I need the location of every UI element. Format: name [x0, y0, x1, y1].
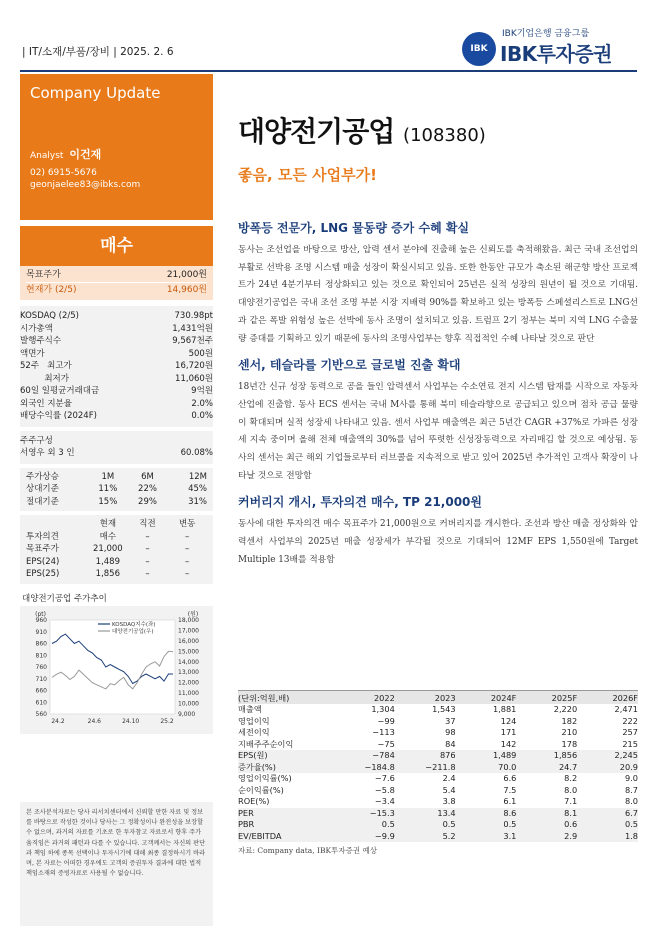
fin-head-cell: 2026F: [612, 693, 638, 703]
fin-cell: 37: [445, 715, 456, 726]
y-right-tick: 15,000: [178, 647, 199, 655]
y-right-tick: 16,000: [178, 637, 199, 645]
stock-stats: [20, 306, 213, 427]
fin-source: 자료: Company data, IBK투자증권 예상: [238, 846, 377, 855]
perf-cell: 31%: [188, 496, 207, 507]
stat-value: 500원: [188, 348, 213, 359]
analyst-phone: 02) 6915-5676: [30, 168, 97, 178]
x-tick: 24.6: [87, 717, 102, 725]
fin-cell: 210: [561, 727, 578, 737]
y-right-tick: 10,000: [178, 700, 199, 708]
fin-cell: 0.5: [381, 819, 395, 829]
fin-row: [238, 808, 638, 820]
fin-cell: 1,856: [553, 750, 578, 760]
opinion-head-cell: 현재: [99, 519, 117, 529]
y-left-tick: 560: [35, 710, 47, 718]
stat-value: 11,060원: [175, 373, 213, 384]
section-title: 커버리지 개시, 투자의견 매수, TP 21,000원: [238, 495, 482, 510]
fin-cell: −184.8: [364, 761, 395, 772]
fin-cell: 2.9: [564, 830, 578, 841]
target-price-box: 목표주가 21,000원 현재가 (2/5) 14,960원: [20, 266, 213, 300]
stat-row: [20, 335, 213, 348]
fin-cell: 6.6: [503, 773, 517, 783]
opinion-cell: 1,489: [95, 556, 120, 567]
fin-cell: 3.1: [503, 830, 517, 841]
fin-cell: 7.1: [564, 796, 578, 806]
ibk-logo-icon: IBK: [462, 32, 496, 66]
fin-cell: 순이익률(%): [238, 784, 284, 795]
y-right-tick: 13,000: [178, 668, 199, 676]
perf-cell: 29%: [138, 496, 157, 507]
fin-cell: 1,881: [492, 704, 517, 714]
fin-cell: 8.1: [564, 807, 578, 818]
fin-cell: 영업이익: [238, 715, 270, 726]
perf-header: [20, 471, 213, 484]
target-price: 21,000원: [166, 270, 207, 280]
y-right-tick: 14,000: [178, 658, 199, 666]
fin-cell: 215: [622, 738, 638, 749]
opinion-cell: 투자의견: [26, 531, 59, 542]
fin-cell: 24.7: [558, 761, 578, 772]
perf-cell: 11%: [98, 484, 118, 494]
fin-cell: 222: [622, 715, 638, 726]
y-left-tick: 810: [35, 651, 47, 659]
fin-cell: 8.7: [624, 784, 638, 795]
stat-value: 16,720원: [175, 361, 213, 371]
fin-cell: 8.2: [564, 773, 578, 783]
section-title: 방폭등 전문가, LNG 물동량 증가 수혜 확실: [238, 221, 470, 235]
fin-row: [238, 750, 638, 762]
y-left-tick: 660: [35, 687, 47, 694]
y-left-tick: 910: [35, 628, 47, 636]
fin-cell: 세전이익: [238, 727, 270, 737]
top-divider: [20, 70, 637, 72]
stat-label: 배당수익률 (2024F): [20, 411, 97, 421]
section-body: 18년간 신규 성장 동력으로 공을 들인 압력센서 사업부는 수소연료 전지 시스템 탑재를 시작으로 자동차 산업에 진출함. 동사 ECS 센서는 국내 M사를 통해 북미 테슬라향으로 공급되고 있으며 점차 공급 물량이 확대되며 실적 성장세 나타내고 있음. 센서 사업부 매출액은 최근 5년간 CAGR +37%로 가파른 성장세 지속 중이며 올해 전체 매출액의 30%를 넘어 뚜렷한 신성장동력으로 자리매김 할 것으로 예상됨. 동사의 센서는 최근 해외 기업들로부터 러브콜을 지속적으로 받고 있어 2025년 추가적인 고객사 확장이 나타날 것으로 전망함: [238, 382, 638, 481]
fin-cell: 20.9: [619, 761, 638, 772]
fin-cell: EPS(원): [238, 750, 268, 760]
opinion-cell: –: [185, 544, 190, 554]
y-right-tick: 12,000: [178, 679, 199, 687]
price-performance: [20, 468, 213, 512]
y-right-tick: 17,000: [178, 626, 199, 634]
section-body: 동사에 대한 투자의견 매수 목표주가 21,000원으로 커버리지를 개시한다. 조선과 방산 매출 정상화와 압력센서 사업부의 2025년 매출 성장세가 부각될 것으로 기대되어 12MF EPS 1,550원에 Target Multiple 13배를 적용함: [238, 519, 638, 565]
fin-header: [238, 690, 638, 704]
legend-label: 대양전기공업(우): [112, 628, 154, 635]
perf-head-cell: 1M: [101, 471, 115, 482]
sections: [238, 219, 638, 570]
fin-row: [238, 762, 638, 774]
stat-row: [20, 348, 213, 361]
stat-value: 730.98pt: [174, 311, 213, 321]
opinion-cell: –: [185, 569, 190, 579]
fin-cell: 0.6: [564, 819, 578, 829]
fin-cell: 매출액: [238, 704, 262, 714]
stat-row: [20, 323, 213, 336]
fin-cell: 9.0: [624, 773, 638, 783]
fin-cell: −211.8: [425, 761, 456, 772]
stat-label: KOSDAQ (2/5): [20, 311, 79, 321]
opinion-cell: EPS(24): [26, 556, 60, 567]
x-tick: 25.2: [160, 717, 174, 725]
sector-date: | IT/소재/부품/장비 | 2025. 2. 6: [22, 46, 174, 58]
fin-head-cell: 2025F: [551, 693, 578, 703]
fin-cell: 7.5: [503, 784, 517, 795]
fin-head-cell: 2022: [373, 693, 395, 703]
fin-cell: −5.8: [374, 784, 395, 795]
fin-cell: 1,543: [432, 704, 456, 714]
fin-cell: 0.5: [503, 819, 517, 829]
fin-cell: 3.8: [442, 796, 456, 806]
fin-cell: 2,471: [614, 704, 638, 714]
fin-cell: 84: [445, 738, 456, 749]
opinion-row: [20, 543, 213, 556]
opinion-cell: EPS(25): [26, 569, 60, 579]
fin-cell: −15.3: [369, 807, 395, 818]
x-tick: 24.2: [51, 717, 65, 725]
opinion-cell: –: [145, 569, 150, 579]
fin-cell: 5.4: [442, 784, 456, 795]
stat-row: [20, 398, 213, 411]
perf-head-cell: 6M: [141, 471, 154, 482]
perf-cell: 상대기준: [26, 484, 59, 494]
fin-cell: 124: [500, 715, 517, 726]
opinion-head-cell: 변동: [178, 519, 196, 529]
y-right-tick: 9,000: [178, 710, 196, 718]
fin-cell: 1.8: [624, 830, 638, 841]
fin-cell: ROE(%): [238, 796, 270, 806]
fin-cell: −3.4: [374, 796, 395, 806]
disclaimer: 본 조사분석자료는 당사 리서치센터에서 신뢰할 만한 자료 및 정보를 바탕으로 작성한 것이나 당사는 그 정확성이나 완전성을 보장할 수 없으며, 과거의 자료를 기초로 한 투자참고 자료로서 향후 주가 움직임은 과거의 패턴과 다를 수 있습니다. 고객께서는 자신의 판단과 책임 하에 종목 선택이나 투자시기에 대해 최종 결정하시기 바라며, 본 자료는 어떠한 경우에도 고객의 증권투자 결과에 대한 법적 책임소재의 증빙자료로 사용될 수 없습니다.: [20, 802, 213, 926]
y-right-tick: 18,000: [178, 616, 199, 624]
opinion-cell: –: [145, 556, 150, 567]
fin-cell: −75: [377, 738, 395, 749]
y-left-tick: 960: [35, 616, 47, 624]
perf-row: [20, 483, 213, 496]
stat-row: [20, 410, 213, 423]
stat-label: 시가총액: [20, 323, 53, 334]
y-left-tick: 760: [35, 663, 47, 671]
stat-value: 0.0%: [191, 411, 213, 421]
sidebar: [20, 74, 213, 734]
opinion-cell: –: [185, 556, 190, 567]
fin-cell: 증가율(%): [238, 761, 276, 772]
fin-head-cell: 2023: [434, 693, 456, 703]
stat-row: [20, 373, 213, 386]
opinion-cell: –: [145, 544, 150, 554]
fin-cell: −7.6: [374, 773, 395, 783]
fin-cell: 2,245: [614, 750, 638, 760]
y-left-tick: 710: [35, 675, 47, 683]
stat-label: 52주 최고가: [20, 361, 72, 371]
fin-cell: 8.0: [564, 784, 578, 795]
perf-cell: 22%: [138, 484, 157, 494]
perf-cell: 45%: [188, 484, 207, 494]
perf-cell: 절대기준: [26, 496, 59, 507]
section-body: 동사는 조선업을 바탕으로 방산, 압력 센서 분야에 진출해 높은 신뢰도를 축적해왔음. 최근 국내 조선업의 부활로 선박용 조명 시스템 매출 성장이 확실시되고 있음. 또한 한동안 규모가 축소된 해군향 방산 프로젝트가 24년 4분기부터 정상화되고 있는 것으로 확인되어 25년은 실적 성장의 원년이 될 것으로 기대됨. 대양전기공업은 국내 조선 조명 부분 시장 지배력 90%를 확보하고 있는 방폭등 스페셜리스트로 LNG선과 같은 폭발 위험성 높은 선박에 동사 조명이 설치되고 있음. 트럼프 2기 정부는 북미 지역 LNG 수출물량 증대를 기획하고 있기 때문에 동사의 조명사업부는 향후 직접적인 수혜 나타날 것으로 판단: [238, 245, 638, 344]
fin-cell: −99: [377, 715, 395, 726]
fin-head-cell: (단위:억원,배): [238, 693, 290, 703]
stat-label: 발행주식수: [20, 336, 62, 346]
stat-row: [20, 385, 213, 398]
fin-cell: 0.5: [442, 819, 456, 829]
fin-cell: 98: [445, 727, 456, 737]
fin-row: [238, 785, 638, 797]
company-name: 대양전기공업 (108380): [238, 115, 486, 148]
fin-cell: 257: [622, 727, 638, 737]
fin-cell: 5.2: [442, 830, 456, 841]
fin-cell: 2,220: [553, 704, 578, 714]
fin-cell: 지배주주순이익: [238, 738, 294, 749]
y-left-tick: 860: [35, 640, 47, 647]
fin-cell: −9.9: [374, 830, 395, 841]
stat-value: 9,567천주: [172, 336, 213, 346]
fin-cell: −784: [372, 750, 395, 760]
opinion-cell: 1,856: [95, 569, 120, 579]
opinion-cell: 21,000: [92, 544, 123, 554]
y-right-label: (원): [187, 610, 199, 618]
fin-cell: 0.5: [624, 819, 638, 829]
opinion-row: [20, 556, 213, 569]
opinion-cell: –: [145, 531, 150, 542]
company-code: (108380): [403, 125, 486, 146]
fin-cell: 6.7: [624, 807, 638, 818]
legend-label: KOSDAQ지수(좌): [112, 621, 156, 628]
opinion-header: [20, 518, 213, 531]
logo-sub: IBK기업은행 금융그룹: [502, 29, 590, 39]
section-title: 센서, 테슬라를 기반으로 글로벌 진출 확대: [238, 358, 461, 373]
analyst-name: 이건재: [69, 148, 102, 161]
fin-row: [238, 727, 638, 739]
stat-label: 외국인 지분율: [20, 398, 72, 409]
fin-cell: 142: [500, 738, 517, 749]
fin-cell: 182: [561, 715, 578, 726]
fin-cell: EV/EBITDA: [238, 830, 282, 841]
fin-cell: −113: [372, 727, 395, 737]
stat-value: 1,431억원: [172, 323, 213, 334]
report-subtitle: 좋음, 모든 사업부가!: [238, 166, 377, 184]
chart-title: 대양전기공업 주가추이: [22, 593, 107, 604]
opinion-head-cell: 직전: [139, 519, 156, 529]
fin-cell: 6.1: [503, 796, 517, 806]
analyst: Analyst 이건재: [30, 148, 102, 161]
report-type: Company Update: [30, 84, 161, 102]
fin-head-cell: 2024F: [490, 693, 517, 703]
perf-head-cell: 주가상승: [26, 471, 59, 482]
fin-row: [238, 796, 638, 808]
stat-row: [20, 310, 213, 323]
ibk-logo: [462, 26, 637, 68]
fin-cell: 2.4: [442, 773, 456, 783]
y-left-tick: 610: [35, 698, 47, 706]
fin-row: [238, 819, 638, 831]
financial-table: [238, 690, 638, 856]
x-tick: 24.10: [122, 717, 140, 725]
stat-label: 액면가: [20, 348, 45, 359]
fin-row: [238, 704, 638, 716]
fin-row: [238, 739, 638, 751]
stat-value: 9억원: [191, 386, 213, 396]
fin-row: [238, 716, 638, 728]
fin-cell: 876: [439, 750, 456, 760]
fin-cell: PER: [238, 807, 254, 818]
stat-label: 60일 일평균거래대금: [20, 386, 100, 396]
fin-cell: 1,489: [492, 750, 517, 760]
fin-cell: 70.0: [498, 761, 517, 772]
fin-row: [238, 773, 638, 785]
opinion-row: [20, 531, 213, 544]
fin-cell: 13.4: [437, 807, 456, 818]
opinion-cell: –: [185, 531, 190, 542]
fin-cell: 178: [561, 738, 578, 749]
stat-label: 최저가: [20, 373, 69, 384]
shareholders: 주주구성 서영우 외 3 인 60.08%: [20, 431, 213, 464]
stat-value: 2.0%: [191, 398, 213, 409]
analyst-email[interactable]: geonjaelee83@ibks.com: [30, 180, 141, 190]
fin-cell: 영업이익률(%): [238, 773, 292, 783]
company-update-box: [20, 74, 213, 220]
opinion-head-cell: [26, 518, 88, 531]
fin-cell: 171: [500, 727, 517, 737]
opinion-cell: 목표주가: [26, 544, 59, 554]
perf-cell: 15%: [98, 496, 118, 507]
fin-cell: 8.0: [624, 796, 638, 806]
opinion-cell: 매수: [99, 531, 117, 542]
rating-badge: 매수: [20, 226, 213, 266]
stock-chart: [20, 606, 213, 734]
fin-row: [238, 831, 638, 843]
fin-cell: PBR: [238, 819, 255, 829]
stock-chart-svg: [20, 606, 213, 734]
stat-row: [20, 360, 213, 373]
logo-main: IBK투자증권: [500, 42, 612, 66]
perf-row: [20, 496, 213, 509]
y-right-tick: 11,000: [178, 689, 199, 697]
fin-cell: 8.6: [503, 807, 517, 818]
opinion-table: [20, 515, 213, 584]
current-price: 14,960원: [166, 285, 207, 295]
opinion-row: [20, 568, 213, 581]
y-left-label: (pt): [35, 610, 46, 618]
perf-head-cell: 12M: [188, 471, 207, 482]
main-content: [238, 110, 638, 570]
fin-cell: 1,304: [371, 704, 395, 714]
